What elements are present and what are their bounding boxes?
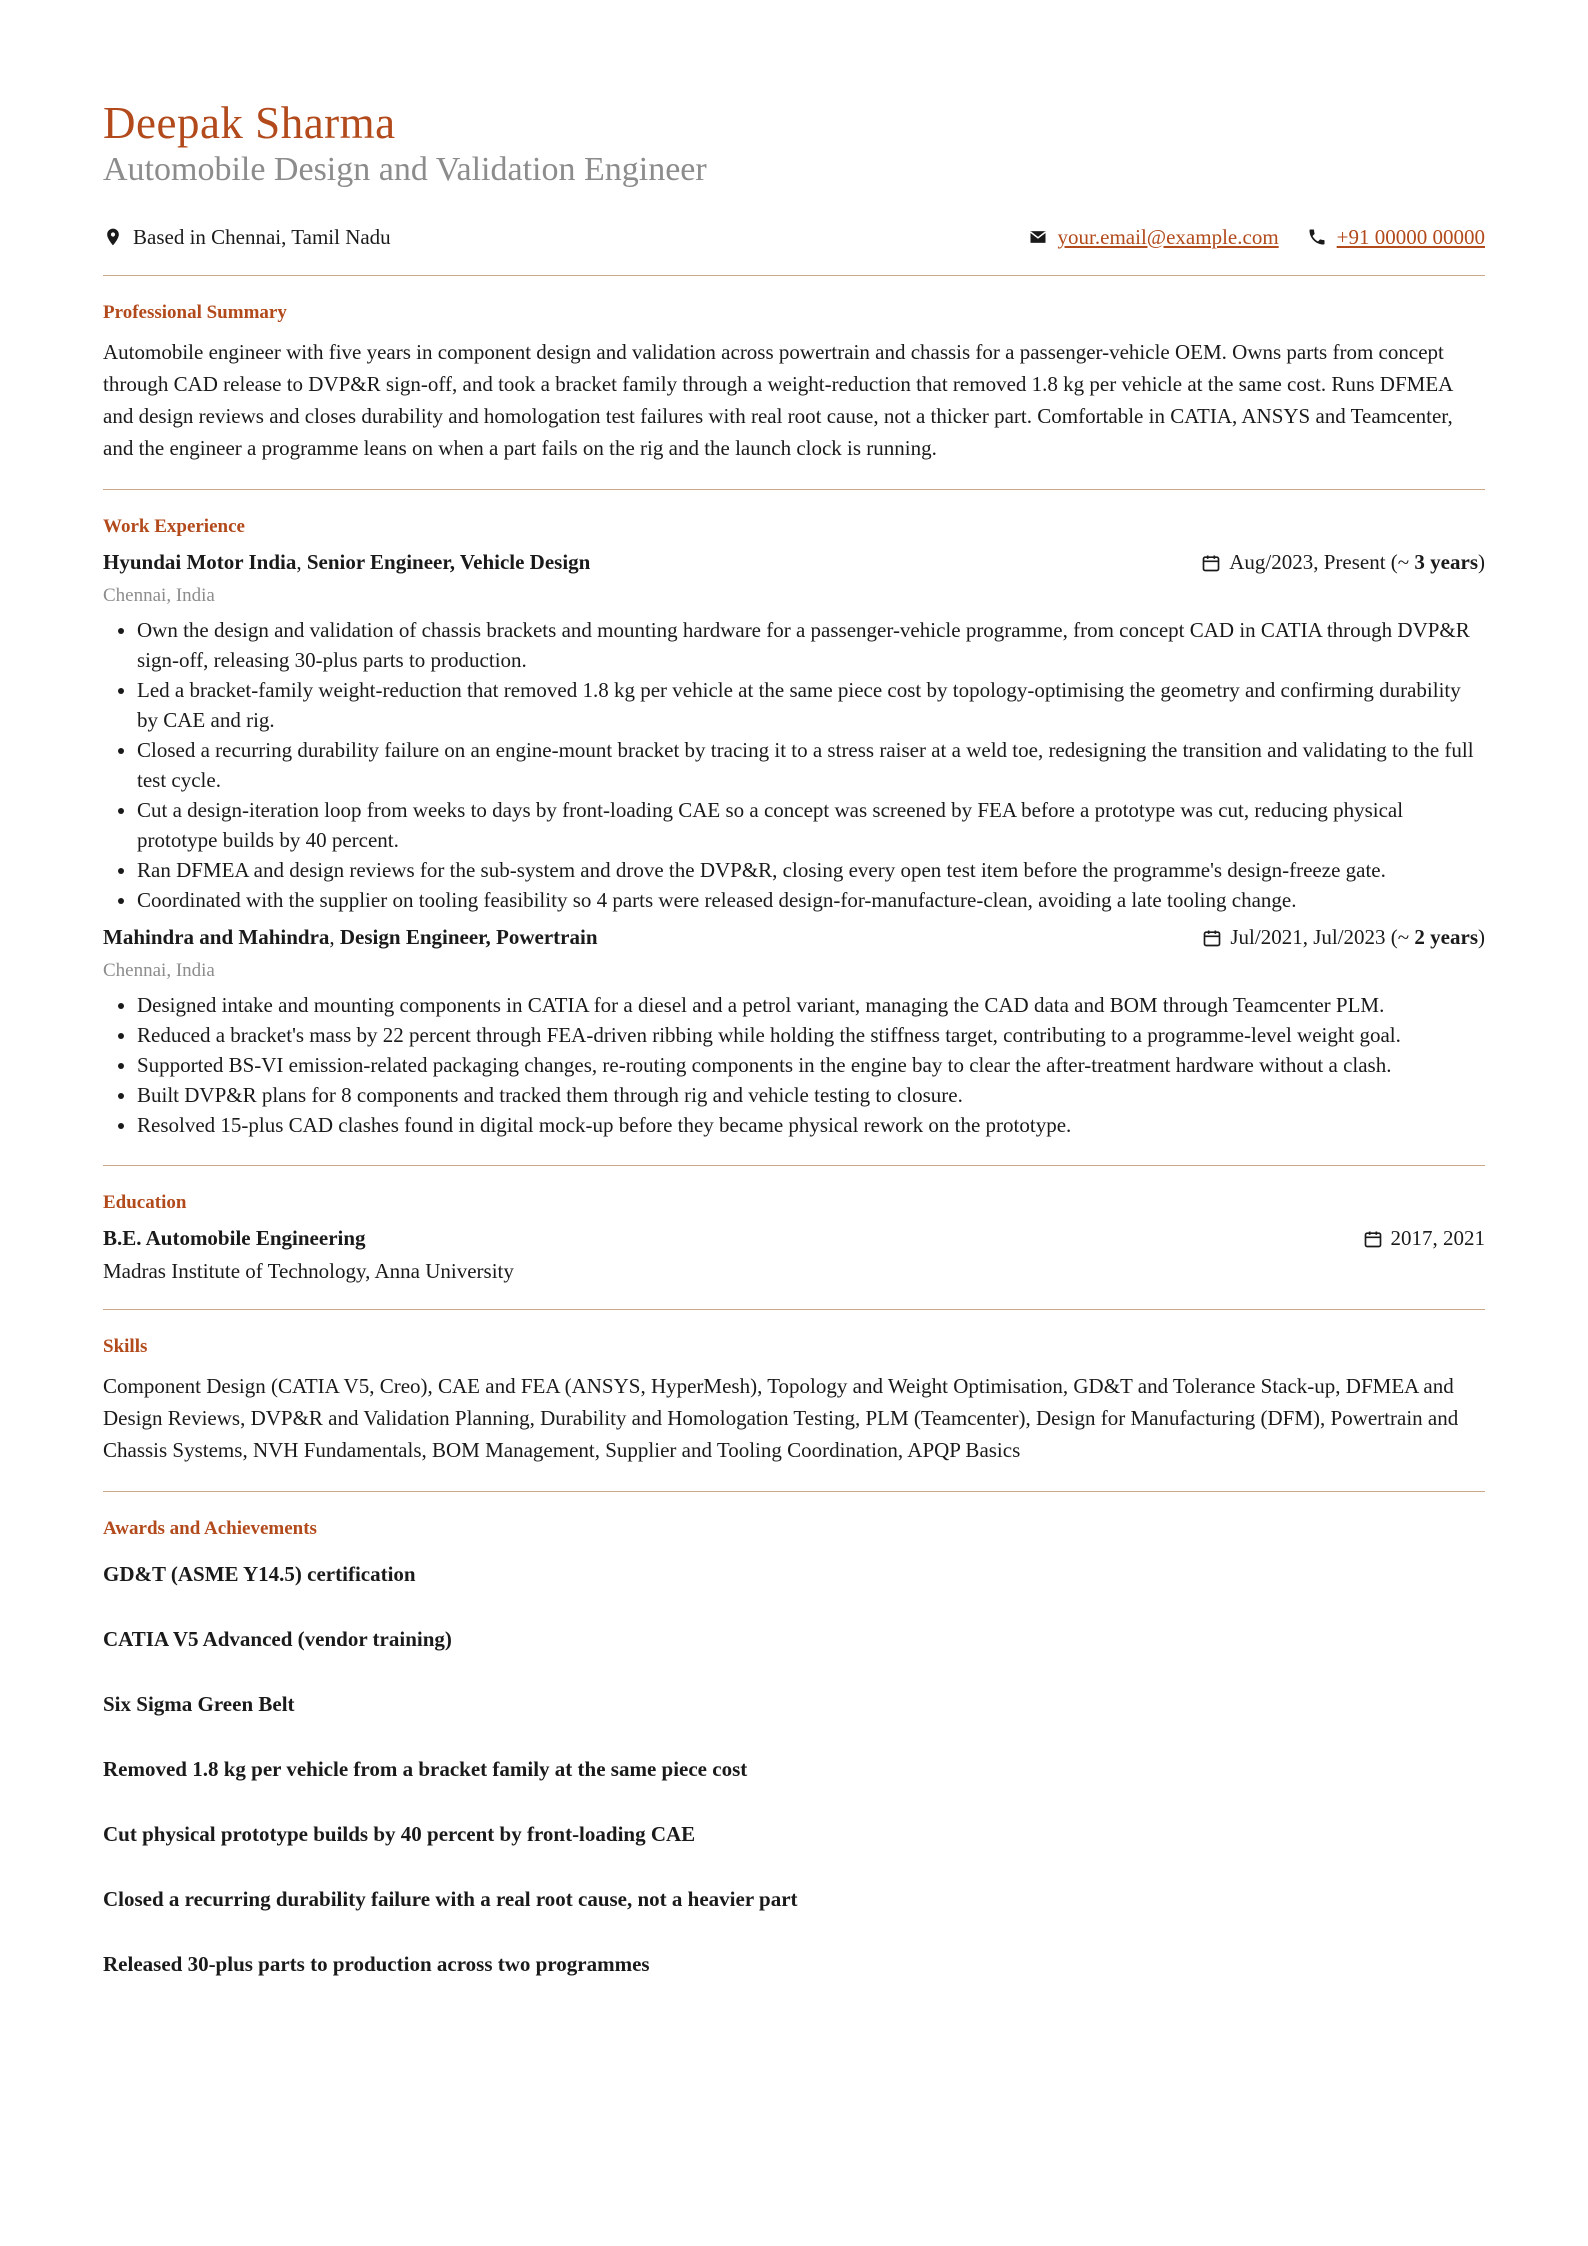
- email-item: [1028, 225, 1279, 250]
- job-bullets: [103, 615, 1485, 915]
- divider: [103, 1491, 1485, 1492]
- job-title: Mahindra and Mahindra, Design Engineer, Powertrain: [103, 924, 598, 949]
- job-title: Hyundai Motor India, Senior Engineer, Vehicle Design: [103, 549, 591, 574]
- map-pin-icon: [103, 227, 123, 247]
- calendar-icon: [1202, 927, 1222, 947]
- list-item: • Own the design and validation of chassis brackets and mounting hardware for a passenger-vehicle programme, from concept CAD in CATIA through DVP&R sign-off, releasing 30-plus parts to production.: [137, 615, 1485, 675]
- job-header: [103, 550, 1485, 575]
- location-text: Based in Chennai, Tamil Nadu: [133, 224, 391, 249]
- position-title: Senior Engineer, Vehicle Design: [306, 549, 591, 574]
- degree: B.E. Automobile Engineering: [103, 1225, 366, 1250]
- awards-section: [103, 1518, 1485, 1977]
- section-title-skills: Skills: [103, 1335, 148, 1357]
- experience-section: [103, 516, 1485, 1140]
- list-item: • Supported BS-VI emission-related packaging changes, re-routing components in the engine bay to clear the after-treatment hardware without a clash.: [137, 1050, 1485, 1080]
- job-header: [103, 925, 1485, 950]
- job-location: Chennai, India: [103, 584, 215, 606]
- job-location: Chennai, India: [103, 959, 215, 981]
- location-item: [103, 225, 391, 250]
- calendar-icon: [1363, 1228, 1383, 1248]
- date-range: 2017, 2021: [1390, 1225, 1485, 1250]
- list-item: • Built DVP&R plans for 8 components and tracked them through rig and vehicle testing to closure.: [137, 1080, 1485, 1110]
- award-item: Released 30-plus parts to production across two programmes: [103, 1951, 650, 1976]
- summary-section: [103, 302, 1485, 464]
- duration-close: ): [1478, 924, 1485, 949]
- company-name: Mahindra and Mahindra: [103, 924, 330, 949]
- calendar-icon: [1201, 552, 1221, 572]
- job-dates: [1201, 550, 1485, 575]
- section-title-experience: Work Experience: [103, 515, 245, 537]
- education-section: [103, 1192, 1485, 1284]
- list-item: • Designed intake and mounting components in CATIA for a diesel and a petrol variant, managing the CAD data and BOM through Teamcenter PLM.: [137, 990, 1485, 1020]
- award-item: Cut physical prototype builds by 40 percent by front-loading CAE: [103, 1821, 696, 1846]
- skills-section: [103, 1336, 1485, 1466]
- skills-text: Component Design (CATIA V5, Creo), CAE and FEA (ANSYS, HyperMesh), Topology and Weight Optimisation, GD&T and Tolerance Stack-up, DFMEA and Design Reviews, DVP&R and Validation Planning, Durability and Homologation Testing, PLM (Teamcenter), Design for Manufacturing (DFM), Powertrain and Chassis Systems, NVH Fundamentals, BOM Management, Supplier and Tooling Coordination, APQP Basics: [103, 1373, 1459, 1462]
- divider: [103, 275, 1485, 276]
- position-title: Design Engineer, Powertrain: [339, 924, 598, 949]
- divider: [103, 1165, 1485, 1166]
- list-item: • Cut a design-iteration loop from weeks to days by front-loading CAE so a concept was screened by FEA before a prototype was cut, reducing physical prototype builds by 40 percent.: [137, 795, 1485, 855]
- job-entry: [103, 550, 1485, 915]
- education-dates: [1363, 1226, 1486, 1251]
- list-item: • Reduced a bracket's mass by 22 percent through FEA-driven ribbing while holding the stiffness target, contributing to a programme-level weight goal.: [137, 1020, 1485, 1050]
- candidate-role: Automobile Design and Validation Engineer: [103, 150, 707, 188]
- section-title-summary: Professional Summary: [103, 301, 287, 323]
- award-item: GD&T (ASME Y14.5) certification: [103, 1561, 416, 1586]
- contact-row: [103, 225, 1485, 250]
- list-item: • Led a bracket-family weight-reduction that removed 1.8 kg per vehicle at the same piece cost by topology-optimising the geometry and confirming durability by CAE and rig.: [137, 675, 1485, 735]
- divider: [103, 1309, 1485, 1310]
- phone-item: [1307, 225, 1485, 250]
- job-bullets: [103, 990, 1485, 1140]
- email-link[interactable]: your.email@example.com: [1057, 224, 1279, 249]
- phone-link[interactable]: +91 00000 00000: [1336, 224, 1485, 249]
- duration: 2 years: [1414, 924, 1478, 949]
- job-entry: [103, 925, 1485, 1140]
- award-item: Removed 1.8 kg per vehicle from a bracket family at the same piece cost: [103, 1756, 748, 1781]
- award-item: Six Sigma Green Belt: [103, 1691, 295, 1716]
- list-item: • Ran DFMEA and design reviews for the sub-system and drove the DVP&R, closing every open test item before the programme's design-freeze gate.: [137, 855, 1485, 885]
- award-item: Closed a recurring durability failure with a real root cause, not a heavier part: [103, 1886, 798, 1911]
- envelope-icon: [1028, 227, 1048, 247]
- education-header: [103, 1226, 1485, 1251]
- list-item: • Closed a recurring durability failure on an engine-mount bracket by tracing it to a stress raiser at a weld toe, redesigning the transition and validating to the full test cycle.: [137, 735, 1485, 795]
- duration: 3 years: [1414, 549, 1478, 574]
- award-item: CATIA V5 Advanced (vendor training): [103, 1626, 452, 1651]
- job-dates: [1202, 925, 1485, 950]
- date-range: Jul/2021, Jul/2023 (~: [1230, 924, 1415, 949]
- company-name: Hyundai Motor India: [103, 549, 297, 574]
- phone-icon: [1307, 227, 1327, 247]
- list-item: • Resolved 15-plus CAD clashes found in digital mock-up before they became physical rework on the prototype.: [137, 1110, 1485, 1140]
- date-range: Aug/2023, Present (~: [1229, 549, 1415, 574]
- school-name: Madras Institute of Technology, Anna University: [103, 1258, 514, 1283]
- divider: [103, 489, 1485, 490]
- section-title-education: Education: [103, 1191, 187, 1213]
- candidate-name: Deepak Sharma: [103, 98, 396, 148]
- list-item: • Coordinated with the supplier on tooling feasibility so 4 parts were released design-for-manufacture-clean, avoiding a late tooling change.: [137, 885, 1485, 915]
- section-title-awards: Awards and Achievements: [103, 1517, 317, 1539]
- contact-links: [1028, 225, 1485, 250]
- summary-text: Automobile engineer with five years in component design and validation across powertrain and chassis for a passenger-vehicle OEM. Owns parts from concept through CAD release to DVP&R sign-off, and took a bracket family through a weight-reduction that removed 1.8 kg per vehicle at the same cost. Runs DFMEA and design reviews and closes durability and homologation test failures with real root cause, not a thicker part. Comfortable in CATIA, ANSYS and Teamcenter, and the engineer a programme leans on when a part fails on the rig and the launch clock is running.: [103, 339, 1453, 460]
- duration-close: ): [1478, 549, 1485, 574]
